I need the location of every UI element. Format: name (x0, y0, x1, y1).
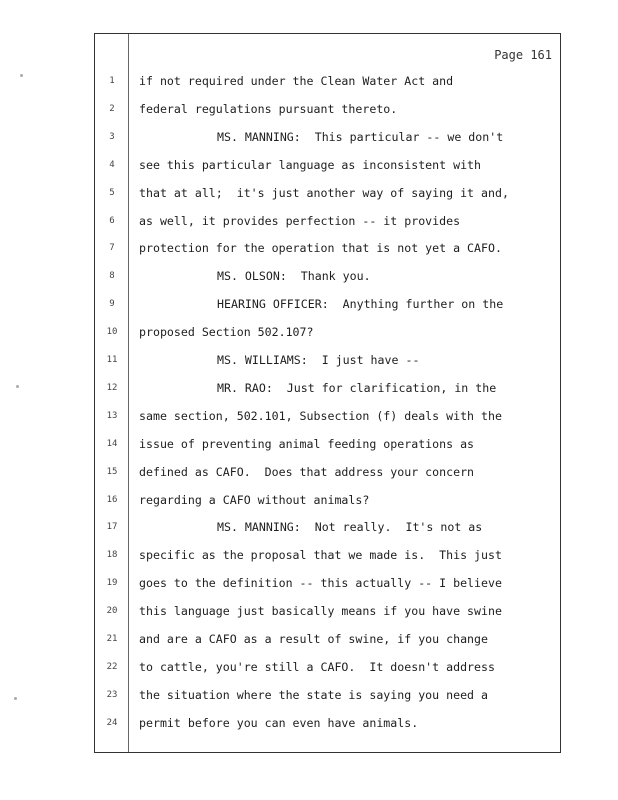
line-number: 9 (109, 299, 115, 310)
transcript-line (95, 297, 560, 317)
line-text: permit before you can even have animals. (139, 715, 419, 730)
line-text: federal regulations pursuant thereto. (139, 101, 398, 116)
line-number: 2 (109, 103, 115, 114)
transcript-line (95, 158, 560, 178)
scan-speck (14, 697, 17, 700)
transcript-line (95, 241, 560, 261)
line-text: MS. WILLIAMS: I just have -- (217, 353, 420, 367)
line-number: 14 (106, 438, 118, 449)
line-text: to cattle, you're still a CAFO. It doesn't address (139, 659, 495, 674)
line-number: 3 (109, 131, 115, 142)
line-text: specific as the proposal that we made is. This just (139, 548, 502, 563)
line-number: 6 (109, 215, 115, 226)
line-number: 20 (106, 606, 118, 617)
transcript-line (95, 269, 560, 289)
line-text: if not required under the Clean Water Act and (139, 74, 454, 88)
line-number: 19 (106, 578, 118, 589)
line-text: MR. RAO: Just for clarification, in the (217, 380, 497, 395)
transcript-line (95, 102, 560, 122)
line-number: 11 (106, 355, 118, 365)
line-number: 23 (106, 689, 118, 700)
line-text: same section, 502.101, Subsection (f) deals with the (139, 408, 502, 423)
transcript-line (95, 465, 560, 485)
transcript-line (95, 660, 560, 680)
transcript-line (95, 493, 560, 513)
line-text: proposed Section 502.107? (139, 325, 314, 340)
transcript-line (95, 381, 560, 401)
transcript-line (95, 548, 560, 568)
line-text: this language just basically means if you have swine (139, 604, 502, 619)
transcript-line (95, 353, 560, 373)
line-text: MS. MANNING: This particular -- we don't (217, 129, 504, 144)
transcript-line (95, 576, 560, 596)
line-text: the situation where the state is saying you need a (139, 687, 489, 702)
line-number: 5 (109, 187, 115, 198)
line-text: protection for the operation that is not yet a CAFO. (139, 241, 502, 256)
line-number: 15 (106, 466, 118, 477)
line-text: MS. MANNING: Not really. It's not as (217, 520, 483, 535)
transcript-line (95, 130, 560, 150)
line-number: 8 (109, 271, 115, 282)
line-text: that at all; it's just another way of saying it and, (139, 185, 509, 200)
line-text: defined as CAFO. Does that address your concern (139, 464, 475, 479)
line-number: 1 (109, 76, 115, 86)
transcript-line (95, 688, 560, 708)
transcript-line (95, 437, 560, 457)
transcript-line (95, 409, 560, 429)
line-text: HEARING OFFICER: Anything further on the (217, 297, 504, 312)
page-number: Page 161 (494, 48, 552, 62)
transcript-line (95, 186, 560, 206)
transcript-line (95, 604, 560, 624)
line-number: 7 (109, 243, 115, 254)
transcript-line (95, 632, 560, 652)
line-number: 10 (106, 327, 118, 338)
line-text: as well, it provides perfection -- it provides (139, 213, 461, 228)
transcript-line (95, 74, 560, 94)
line-number: 24 (106, 717, 118, 728)
transcript-line (95, 325, 560, 345)
transcript-line (95, 520, 560, 540)
line-number: 13 (106, 410, 118, 421)
transcript-page (94, 33, 561, 753)
scan-speck (16, 385, 19, 388)
line-number: 18 (106, 550, 118, 561)
line-number: 4 (109, 159, 115, 170)
line-number: 12 (106, 382, 118, 393)
line-number: 16 (106, 494, 118, 505)
line-number: 21 (106, 634, 118, 644)
scan-speck (20, 74, 23, 77)
line-text: and are a CAFO as a result of swine, if you change (139, 632, 489, 646)
line-text: issue of preventing animal feeding operations as (139, 436, 475, 451)
line-text: see this particular language as inconsistent with (139, 157, 482, 172)
line-text: MS. OLSON: Thank you. (217, 269, 371, 284)
line-text: goes to the definition -- this actually -- I believe (139, 576, 502, 591)
line-number: 17 (106, 522, 118, 533)
line-text: regarding a CAFO without animals? (139, 492, 370, 507)
line-number: 22 (106, 661, 118, 672)
transcript-line (95, 214, 560, 234)
transcript-line (95, 716, 560, 736)
